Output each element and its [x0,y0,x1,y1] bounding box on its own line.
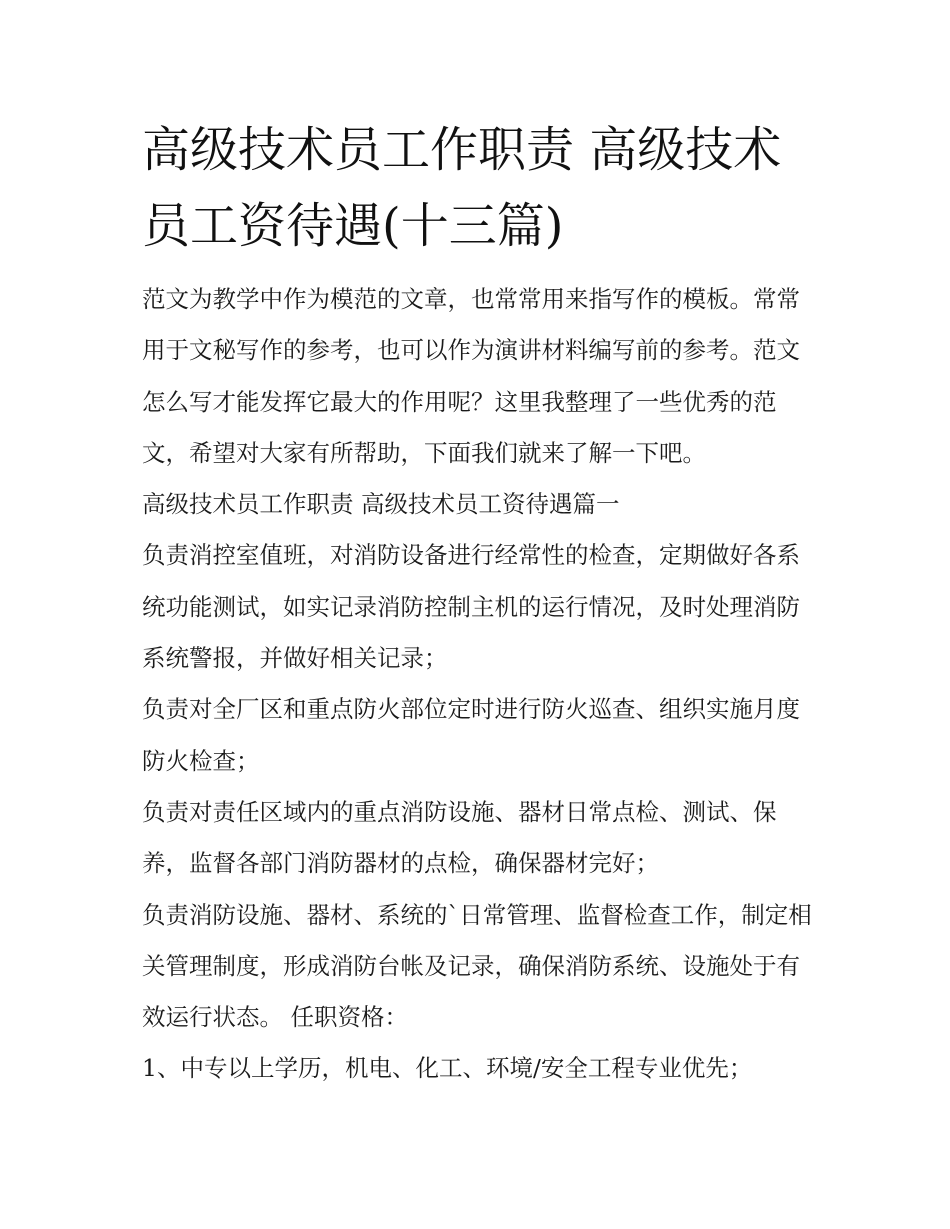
duty-paragraph-4: 负责消防设施、器材、系统的`日常管理、监督检查工作，制定相关管理制度，形成消防台帐及记录，确保消防系统、设施处于有效运行状态。 任职资格： [142,900,812,1032]
duty-paragraph-2: 负责对全厂区和重点防火部位定时进行防火巡查、组织实施月度防火检查； [142,695,800,775]
duty-paragraph-1: 负责消控室值班，对消防设备进行经常性的检查，定期做好各系统功能测试，如实记录消防控制主机的运行情况，及时处理消防系统警报，并做好相关记录； [142,541,800,673]
document-body [142,274,822,1095]
duty-paragraph-3: 负责对责任区域内的重点消防设施、器材日常点检、测试、保养，监督各部门消防器材的点检，确保器材完好； [142,797,777,878]
qualification-item-1: 1、中专以上学历，机电、化工、环境/安全工程专业优先； [142,1054,753,1083]
section-heading: 高级技术员工作职责 高级技术员工资待遇篇一 [142,490,620,519]
intro-paragraph: 范文为教学中作为模范的文章，也常常用来指写作的模板。常常用于文秘写作的参考，也可以作为演讲材料编写前的参考。范文怎么写才能发挥它最大的作用呢？这里我整理了一些优秀的范文，希望对大家有所帮助，下面我们就来了解一下吧。 [142,285,800,467]
document-title: 高级技术员工作职责 高级技术员工资待遇(十三篇) [142,122,782,254]
